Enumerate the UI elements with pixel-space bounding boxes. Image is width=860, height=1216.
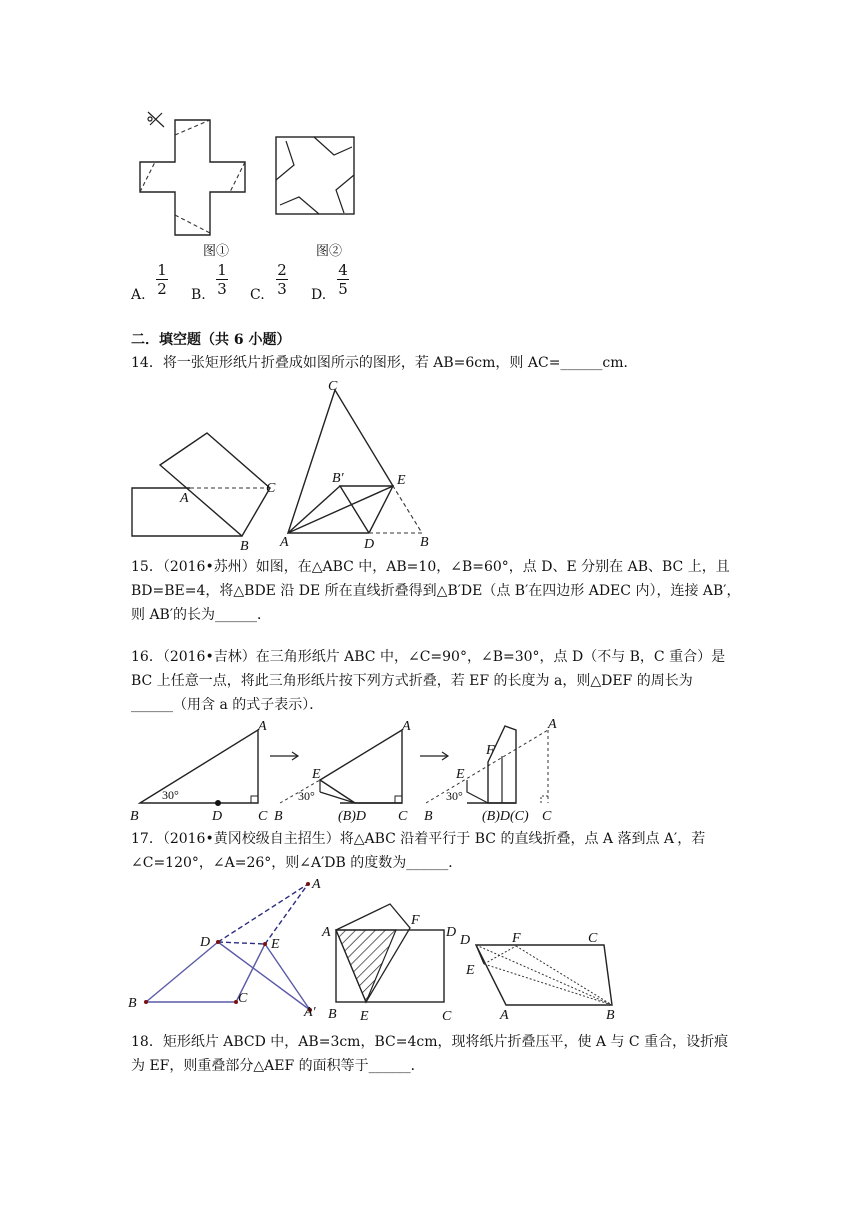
q14-label-b: B <box>240 539 249 554</box>
rect-label-f: F <box>411 913 420 928</box>
rect-label-b: B <box>328 1007 337 1022</box>
q16-p3-e: E <box>456 767 465 782</box>
q16-p3-bdc: (B)D(C) <box>482 809 529 824</box>
q16-p3-b: B <box>424 809 433 824</box>
q16-line2: BC 上任意一点，将此三角形纸片按下列方式折叠，若 EF 的长度为 a，则△DEF 的周长为 <box>131 673 693 689</box>
q16-angle-3: 30° <box>446 789 463 803</box>
q16-line3: ______（用含 a 的式子表示）． <box>131 697 324 713</box>
q17-line2: ∠C=120°，∠A=26°，则∠A′DB 的度数为______． <box>131 855 463 871</box>
q16-p2-bd: (B)D <box>338 809 366 824</box>
q16-p2-e: E <box>312 767 321 782</box>
para-label-d: D <box>460 933 471 948</box>
rect-label-e: E <box>360 1009 369 1024</box>
rect-label-c: C <box>442 1009 452 1024</box>
q17-label-e: E <box>271 937 280 952</box>
fig1-label: 图① <box>203 244 230 259</box>
fig-b-label-b: B <box>420 535 429 550</box>
q16-folding-steps-figure <box>130 716 570 826</box>
q17-label-c: C <box>238 991 248 1006</box>
fig-b-label-e: E <box>397 473 406 488</box>
option-c-fraction: 2 3 <box>277 261 287 298</box>
q15-line3: 则 AB′的长为______． <box>131 607 272 623</box>
q16-p3-f: F <box>486 743 495 758</box>
q14-folded-rect-figure <box>130 430 276 554</box>
fig-b-label-a: A <box>280 535 289 550</box>
option-c-label: C. <box>250 287 265 303</box>
para-label-c: C <box>588 931 598 946</box>
q16-p1-b: B <box>130 809 139 824</box>
q15-triangle-figure <box>280 378 440 552</box>
rect-fold-figure <box>318 898 458 1028</box>
q17-label-d: D <box>200 935 211 950</box>
option-b-label: B. <box>191 287 206 303</box>
q16-p2-b: B <box>274 809 283 824</box>
option-b-fraction: 1 3 <box>217 261 227 298</box>
para-label-a: A <box>500 1008 509 1023</box>
q14-label-a: A <box>180 491 189 506</box>
q17-label-a-prime: A′ <box>304 1005 316 1020</box>
parallelogram-fold-figure <box>444 920 624 1023</box>
q15-line2: BD=BE=4，将△BDE 沿 DE 所在直线折叠得到△B′DE（点 B′在四边形 ADEC 内），连接 AB′， <box>131 583 741 599</box>
fig-b-label-d: D <box>364 537 375 552</box>
cross-net-figure <box>130 105 260 260</box>
q15-line1: 15．（2016•苏州）如图，在△ABC 中，AB=10，∠B=60°，点 D、E 分别在 AB、BC 上，且 <box>131 559 730 575</box>
q17-line1: 17．（2016•黄冈校级自主招生）将△ABC 沿着平行于 BC 的直线折叠，点 A 落到点 A′，若 <box>131 831 706 847</box>
rect-label-d: D <box>446 925 457 940</box>
option-a-label: A. <box>131 287 146 303</box>
q16-angle-2: 30° <box>298 789 315 803</box>
q16-p1-c: C <box>258 809 268 824</box>
q16-p1-d: D <box>212 809 223 824</box>
q17-label-a: A <box>312 877 321 892</box>
q16-p2-a: A <box>402 719 411 734</box>
section-2-heading: 二．填空题（共 6 小题） <box>131 332 291 348</box>
fig2-label: 图② <box>316 244 343 259</box>
q18-line2: 为 EF，则重叠部分△AEF 的面积等于______． <box>131 1058 425 1074</box>
q17-label-b: B <box>128 996 137 1011</box>
q16-p3-c: C <box>542 809 552 824</box>
option-d-label: D. <box>311 287 327 303</box>
q17-triangle-figure <box>128 872 328 1020</box>
q16-p3-a: A <box>548 717 557 732</box>
option-a-fraction: 1 2 <box>157 261 167 298</box>
q14-text: 14．将一张矩形纸片折叠成如图所示的图形，若 AB=6cm，则 AC=______cm． <box>131 355 638 371</box>
scissors-icon <box>148 112 164 127</box>
fig-b-label-b-prime: B′ <box>332 471 344 486</box>
q16-p1-a: A <box>258 719 267 734</box>
q18-line1: 18．矩形纸片 ABCD 中，AB=3cm，BC=4cm，现将纸片折叠压平，使 A 与 C 重合，设折痕 <box>131 1034 729 1050</box>
q16-p2-c: C <box>398 809 408 824</box>
para-label-e: E <box>466 963 475 978</box>
folded-square-figure <box>274 135 364 225</box>
para-label-f: F <box>512 931 521 946</box>
rect-label-a: A <box>322 925 331 940</box>
option-d-fraction: 4 5 <box>338 261 348 298</box>
para-label-b: B <box>606 1008 615 1023</box>
q14-label-c: C <box>266 481 276 496</box>
fig-b-label-c: C <box>328 379 338 394</box>
q16-line1: 16．（2016•吉林）在三角形纸片 ABC 中，∠C=90°，∠B=30°，点 D（不与 B，C 重合）是 <box>131 649 726 665</box>
q16-angle-1: 30° <box>162 788 179 802</box>
